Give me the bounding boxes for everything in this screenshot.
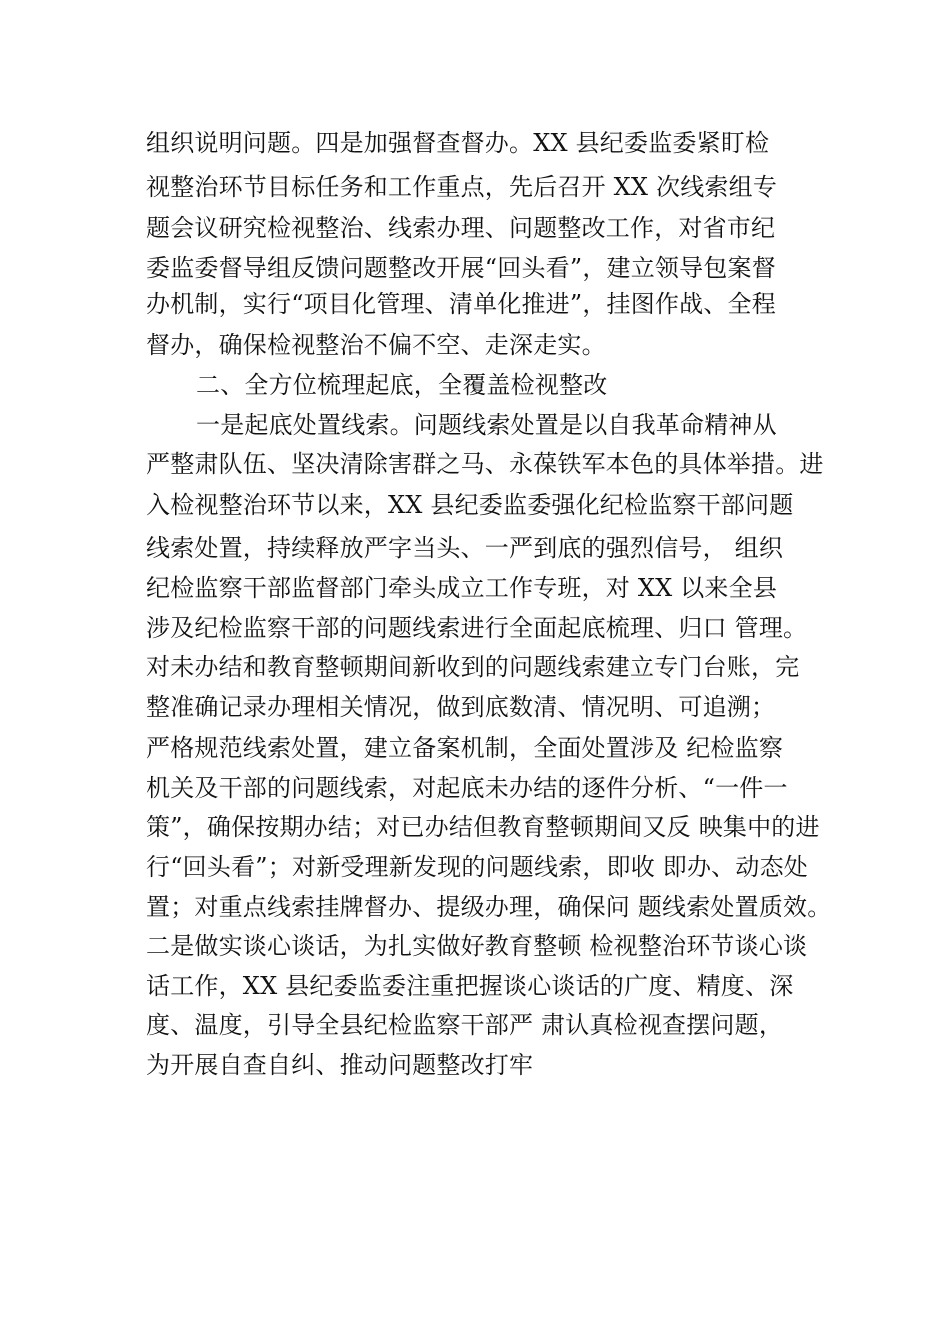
paragraph-start-line: 一是起底处置线索。问题线索处置是以自我革命精神从: [196, 411, 777, 439]
text-line: 策”，确保按期办结；对已办结但教育整顿期间又反 映集中的进: [146, 813, 820, 841]
text-line: 行“回头看”；对新受理新发现的问题线索，即收 即办、动态处: [146, 853, 808, 881]
text-line: 为开展自查自纠、推动问题整改打牢: [146, 1051, 534, 1079]
text-line: 委监委督导组反馈问题整改开展“回头看”，建立领导包案督: [146, 254, 776, 282]
text-line: 督办，确保检视整治不偏不空、走深走实。: [146, 331, 606, 359]
text-line: 线索处置，持续释放严字当头、一严到底的强烈信号， 组织: [146, 534, 784, 562]
text-line: 二是做实谈心谈话，为扎实做好教育整顿 检视整治环节谈心谈: [146, 932, 808, 960]
text-line: 机关及干部的问题线索，对起底未办结的逐件分析、“一件一: [146, 774, 788, 802]
section-heading: 二、全方位梳理起底，全覆盖检视整改: [196, 371, 608, 399]
text-line: 办机制，实行“项目化管理、清单化推进”，挂图作战、全程: [146, 290, 776, 318]
text-line: 严整肃队伍、坚决清除害群之马、永葆铁军本色的具体举措。进: [146, 450, 824, 478]
text-line: 纪检监察干部监督部门牵头成立工作专班，对 XX 以来全县: [146, 574, 778, 602]
text-line: 题会议研究检视整治、线索办理、问题整改工作，对省市纪: [146, 214, 776, 242]
text-line: 度、温度，引导全县纪检监察干部严 肃认真检视查摆问题，: [146, 1011, 784, 1039]
text-line: 视整治环节目标任务和工作重点，先后召开 XX 次线索组专: [146, 173, 778, 201]
text-line: 严格规范线索处置，建立备案机制，全面处置涉及 纪检监察: [146, 734, 784, 762]
text-line: 置；对重点线索挂牌督办、提级办理，确保问 题线索处置质效。: [146, 893, 832, 921]
text-line: 对未办结和教育整顿期间新收到的问题线索建立专门台账，完: [146, 653, 800, 681]
text-line: 组织说明问题。四是加强督查督办。XX 县纪委监委紧盯检: [146, 129, 770, 157]
text-line: 整准确记录办理相关情况，做到底数清、情况明、可追溯；: [146, 693, 776, 721]
text-line: 入检视整治环节以来，XX 县纪委监委强化纪检监察干部问题: [146, 491, 794, 519]
text-line: 涉及纪检监察干部的问题线索进行全面起底梳理、归口 管理。: [146, 614, 808, 642]
text-line: 话工作，XX 县纪委监委注重把握谈心谈话的广度、精度、深: [146, 972, 794, 1000]
